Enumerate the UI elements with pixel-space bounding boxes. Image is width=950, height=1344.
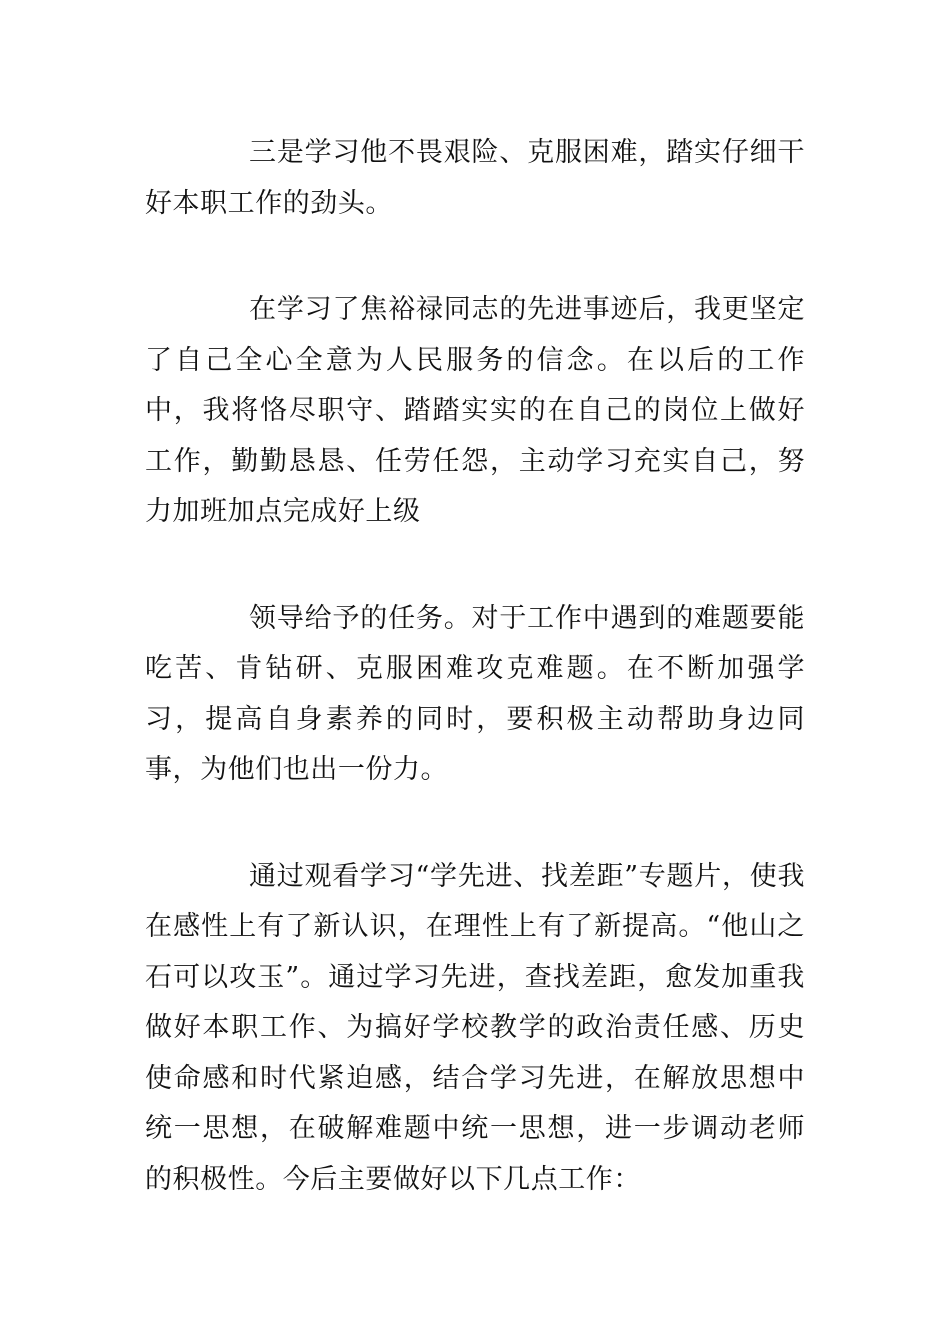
paragraph-1: 三是学习他不畏艰险、克服困难，踏实仔细干好本职工作的劲头。 xyxy=(145,137,805,219)
document-body xyxy=(145,128,805,1205)
paragraph-3: 领导给予的任务。对于工作中遇到的难题要能吃苦、肯钻研、克服困难攻克难题。在不断加强学习，提高自身素养的同时，要积极主动帮助身边同事，为他们也出一份力。 xyxy=(145,602,805,785)
paragraph-4: 通过观看学习“学先进、找差距”专题片，使我在感性上有了新认识，在理性上有了新提高。“他山之石可以攻玉”。通过学习先进，查找差距，愈发加重我做好本职工作、为搞好学校教学的政治责任感、历史使命感和时代紧迫感，结合学习先进，在解放思想中统一思想，在破解难题中统一思想，进一步调动老师的积极性。今后主要做好以下几点工作： xyxy=(145,860,805,1195)
paragraph-2: 在学习了焦裕禄同志的先进事迹后，我更坚定了自己全心全意为人民服务的信念。在以后的工作中，我将恪尽职守、踏踏实实的在自己的岗位上做好工作，勤勤恳恳、任劳任怨，主动学习充实自己，努力加班加点完成好上级 xyxy=(145,294,805,527)
